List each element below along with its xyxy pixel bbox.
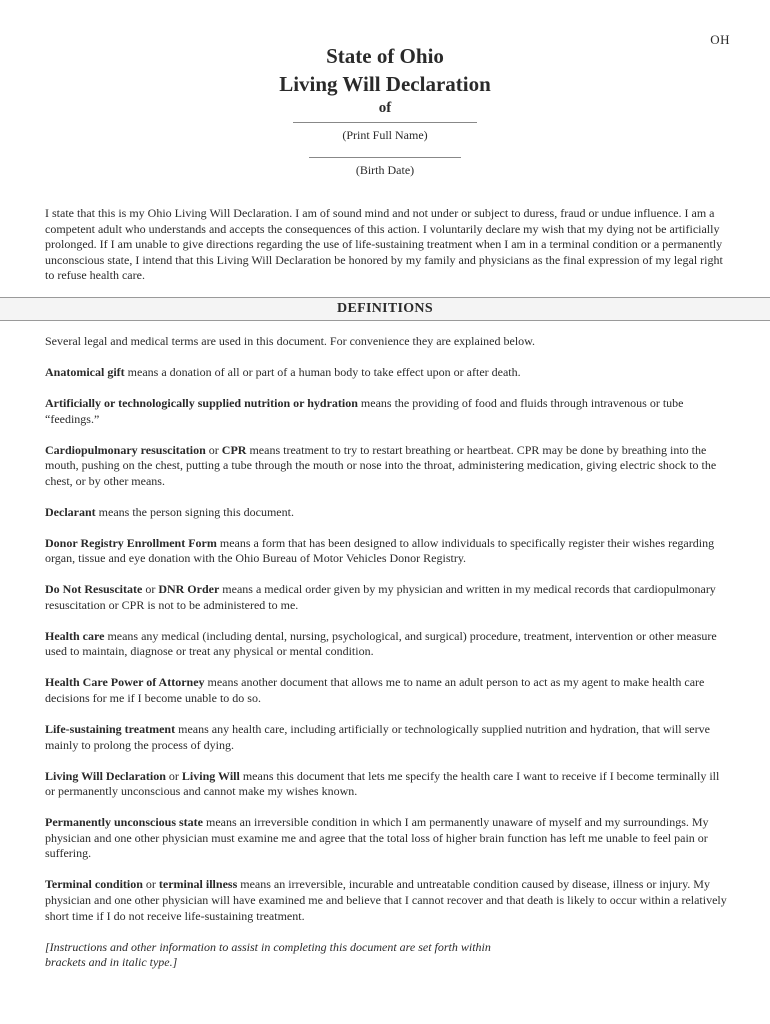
definition-text: means any health care, including artificially or technologically supplied nutrition and hydration, that will serve mainly to prolong the process of dying. [45, 722, 710, 752]
definition-text: means a form that has been designed to allow individuals to specifically register their wishes regarding organ, tissue and eye donation with the Ohio Bureau of Motor Vehicles Donor Registry. [45, 535, 715, 566]
definition-living-will [45, 769, 731, 800]
definition-text: means the person signing this document. [95, 504, 294, 519]
birth-date-label: (Birth Date) [355, 163, 415, 177]
definition-power-of-attorney [45, 675, 731, 706]
definition-health-care [45, 629, 731, 660]
term: Artificially or technologically supplied nutrition or hydration [45, 395, 358, 410]
or-connector: or [205, 442, 222, 457]
or-connector: or [142, 877, 159, 892]
definition-nutrition-hydration [45, 396, 731, 427]
state-code: OH [710, 32, 730, 47]
term: Terminal condition [45, 877, 143, 892]
term: Declarant [45, 504, 96, 519]
intro-paragraph: I state that this is my Ohio Living Will Declaration. I am of sound mind and not under or subject to duress, fraud or undue influence. I am a competent adult who understands and accepts the consequences of this action. I voluntarily declare my wish that my dying not be artificially prolonged. If I am unable to give directions regarding the use of life-sustaining treatment when I am in a terminal condition or a permanently unconscious state, I intend that this Living Will Declaration be honored by my family and physicians as the final expression of my legal right to refuse health care. [45, 206, 723, 283]
instructions-note: [Instructions and other information to assist in completing this document are set forth within brackets and in italic type.] [45, 939, 491, 970]
term: Cardiopulmonary resuscitation [45, 442, 206, 457]
definitions-heading: DEFINITIONS [337, 301, 433, 316]
definitions-lead: Several legal and medical terms are used in this document. For convenience they are explained below. [45, 334, 536, 348]
definitions-list [45, 334, 731, 986]
term: Permanently unconscious state [45, 815, 203, 830]
definition-terminal-condition [45, 877, 731, 924]
term-alt: DNR Order [158, 582, 220, 597]
document-title: Living Will Declaration [279, 72, 491, 96]
full-name-field[interactable] [293, 122, 477, 123]
definition-text: means the providing of food and fluids through intravenous or tube “feedings.” [45, 395, 684, 426]
of-label: of [378, 100, 392, 116]
term: Do Not Resuscitate [45, 582, 143, 597]
definition-text: means another document that allows me to name an adult person to act as my agent to make health care decisions for me if I become unable to do so. [45, 675, 705, 706]
definition-text: means treatment to try to restart breathing or heartbeat. CPR may be done by breathing into the mouth, pushing on the chest, putting a tube through the mouth or nose into the throat, administering medication, giving electric shock to the chest, or by other means. [45, 442, 717, 488]
full-name-label: (Print Full Name) [342, 128, 428, 142]
definition-dnr [45, 582, 731, 613]
definition-anatomical-gift [45, 365, 731, 381]
term: Living Will Declaration [45, 768, 166, 783]
definition-cpr [45, 443, 731, 490]
definition-text: means a medical order given by my physician and written in my medical records that cardiopulmonary resuscitation or CPR is not to be administered to me. [45, 582, 716, 612]
term: Health care [45, 628, 105, 643]
term-alt: terminal illness [158, 877, 238, 892]
term: Anatomical gift [45, 364, 125, 379]
term-alt: Living Will [181, 768, 240, 783]
term-alt: CPR [221, 442, 247, 457]
birth-date-field[interactable] [309, 157, 461, 158]
definition-donor-registry [45, 536, 731, 567]
definition-text: means any medical (including dental, nursing, psychological, and surgical) procedure, treatment, intervention or other measure used to maintain, diagnose or treat any physical or mental condition. [45, 628, 717, 659]
definition-text: means this document that lets me specify the health care I want to receive if I become terminally ill or permanently unconscious and cannot make my wishes known. [45, 768, 720, 799]
definition-declarant [45, 505, 731, 521]
document-title-state: State of Ohio [326, 44, 444, 68]
definitions-heading-bar [0, 297, 770, 321]
definition-text: means an irreversible condition in which I am permanently unaware of myself and my surroundings. My physician and one other physician must examine me and agree that the total loss of higher brain function has left me unable to feel pain or suffering. [45, 815, 709, 861]
document-header [0, 42, 770, 178]
term: Life-sustaining treatment [45, 722, 176, 737]
definition-life-sustaining [45, 722, 731, 753]
or-connector: or [165, 768, 182, 783]
definition-permanently-unconscious [45, 815, 731, 862]
term: Health Care Power of Attorney [45, 675, 205, 690]
definition-text: means an irreversible, incurable and untreatable condition caused by disease, illness or injury. My physician and one other physician will have examined me and believe that I cannot recover and that death is likely to occur within a relatively short time if I do not receive life-sustaining treatment. [45, 877, 727, 923]
definition-text: means a donation of all or part of a human body to take effect upon or after death. [124, 364, 521, 379]
or-connector: or [142, 582, 159, 597]
term: Donor Registry Enrollment Form [45, 535, 217, 550]
